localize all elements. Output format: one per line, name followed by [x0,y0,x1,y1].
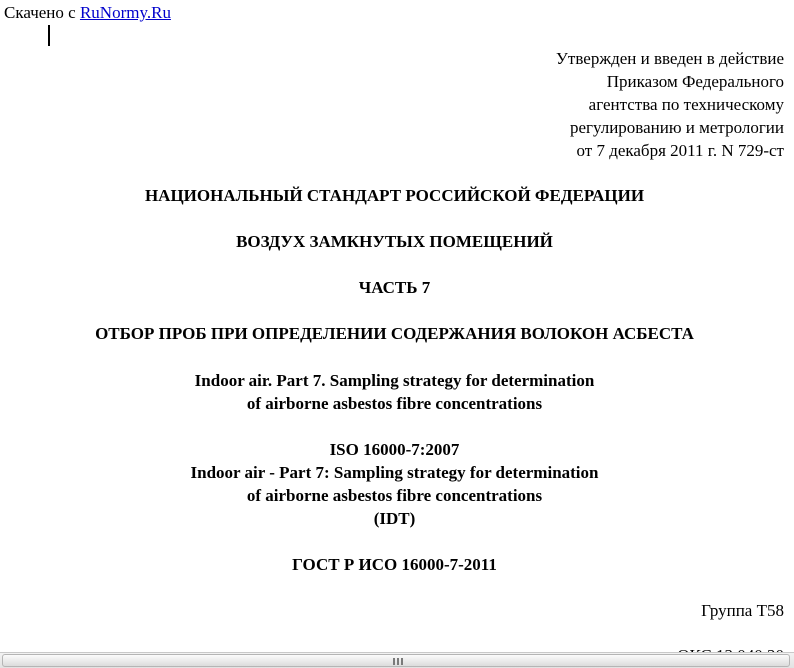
approval-line: Приказом Федерального [606,72,784,91]
group-code: Группа Т58 [701,601,784,620]
scrollbar-thumb[interactable] [2,654,790,667]
runormy-link[interactable]: RuNormy.Ru [79,3,171,22]
iso-title-line1: Indoor air - Part 7: Sampling strategy for determination [190,463,599,482]
approval-line: Утвержден и введен в действие [555,49,784,68]
standard-type-heading: НАЦИОНАЛЬНЫЙ СТАНДАРТ РОССИЙСКОЙ ФЕДЕРАЦИИ [144,186,645,205]
source-prefix: Скачено с [4,3,80,22]
approval-block [464,47,784,162]
document-title: ВОЗДУХ ЗАМКНУТЫХ ПОМЕЩЕНИЙ [236,232,553,251]
grip-icon [393,658,403,665]
iso-number: ISO 16000-7:2007 [329,440,460,459]
approval-line: от 7 декабря 2011 г. N 729-ст [576,141,784,160]
gost-number: ГОСТ Р ИСО 16000-7-2011 [292,555,497,574]
iso-title-line2: of airborne asbestos fibre concentrations [246,486,543,505]
text-caret [48,25,50,46]
horizontal-scrollbar[interactable] [0,652,794,668]
document-subtitle: ОТБОР ПРОБ ПРИ ОПРЕДЕЛЕНИИ СОДЕРЖАНИЯ ВОЛОКОН АСБЕСТА [95,324,694,343]
approval-line: регулированию и метрологии [569,118,784,137]
source-line [4,2,171,24]
english-title-line2: of airborne asbestos fibre concentrations [246,394,543,413]
part-heading: ЧАСТЬ 7 [358,278,431,297]
iso-degree: (IDT) [373,509,416,528]
approval-line: агентства по техническому [588,95,784,114]
english-title-line1: Indoor air. Part 7. Sampling strategy for determination [194,371,595,390]
